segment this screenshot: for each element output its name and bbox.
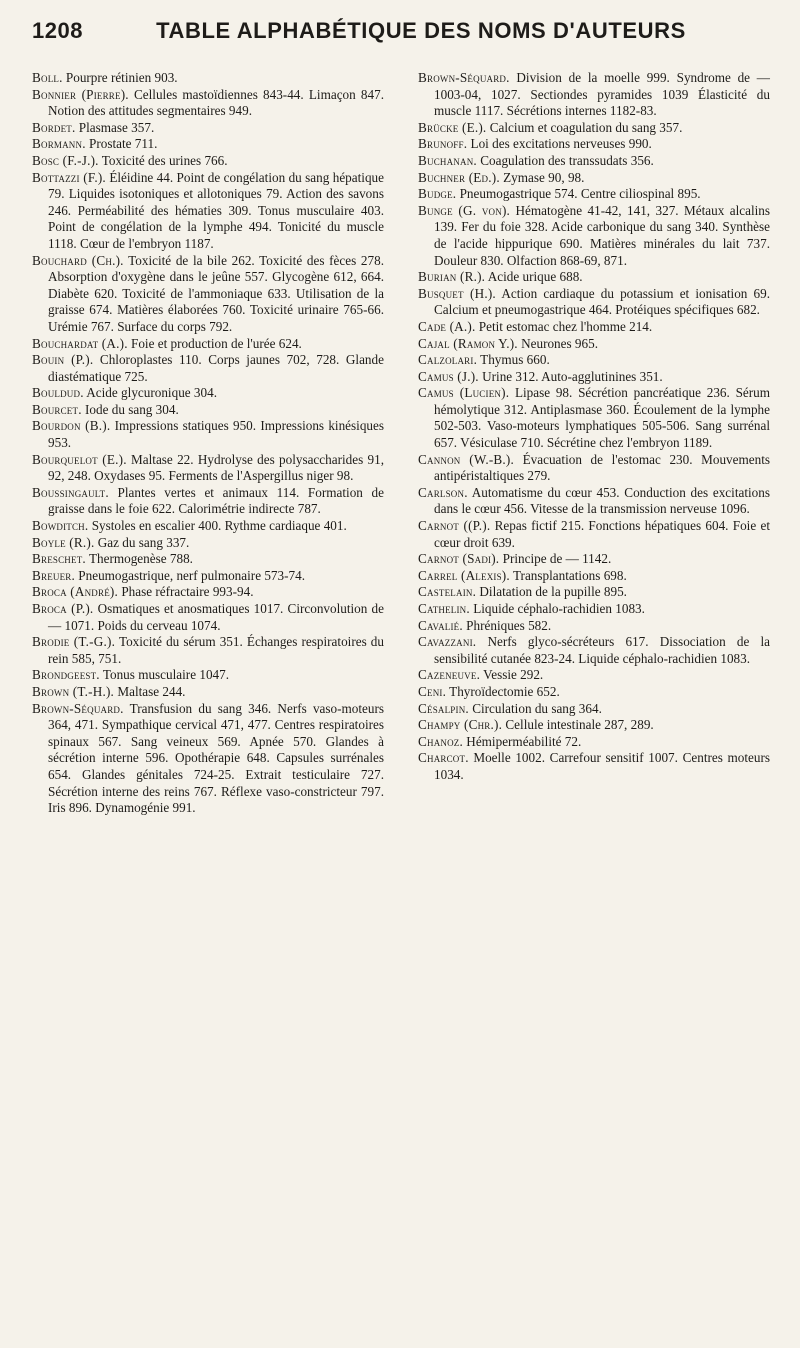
index-entry [32,667,384,684]
author-name: Carnot (Sadi). [418,551,500,567]
entry-references: Foie et production de l'urée 624. [127,335,302,351]
index-entry [418,717,770,734]
index-entry [32,551,384,568]
entry-references: Phréniques 582. [462,617,552,633]
index-entry [32,452,384,485]
entry-references: Coagulation des transsudats 356. [476,152,654,168]
author-name: Bourcet. [32,401,82,417]
left-column [32,70,384,817]
author-name: Bordet. [32,119,76,135]
index-entry [32,701,384,817]
entry-references: Automatisme du cœur 453. Conduction des excitations dans le cœur 456. Vitesse de la transmission nerveuse 1096. [434,484,770,517]
index-entry [418,601,770,618]
author-name: Buchanan. [418,152,477,168]
index-entry [418,186,770,203]
entry-references: Plantes vertes et animaux 114. Formation de graisse dans le foie 622. Calorimétrie indirecte 787. [48,484,384,517]
author-name: Camus (Lucien). [418,385,510,401]
entry-references: Dilatation de la pupille 895. [476,584,627,600]
index-entry [418,369,770,386]
entry-references: Prostate 711. [85,136,158,152]
author-name: Cannon (W.-B.). [418,451,514,467]
entry-references: Cellules mastoïdiennes 843-44. Limaçon 847. Notion des attitudes segmentaires 949. [48,86,384,119]
index-entry [32,87,384,120]
page-number: 1208 [32,18,83,43]
entry-references: Lipase 98. Sécrétion pancréatique 236. Sérum hémolytique 312. Antiplasmase 360. Écoulement de la lymphe 502-503. Vaso-moteurs lymphatiques 505-506. Sang surrénal 657. Vésiculase 710. Sécrétine chez l'embryon 1189. [434,385,770,451]
entry-references: Maltase 244. [114,683,186,699]
author-name: Bourdon (B.). [32,418,111,434]
index-entry [418,336,770,353]
entry-references: Acide urique 688. [485,269,583,285]
index-entry [32,684,384,701]
entry-references: Urine 312. Auto-agglutinines 351. [478,368,663,384]
entry-references: Toxicité du sérum 351. Échanges respiratoires du rein 585, 751. [48,634,384,666]
author-name: Ceni. [418,683,447,699]
entry-references: Nerfs glyco-sécréteurs 617. Dissociation de la sensibilité cutanée 823-24. Liquide céphalo-rachidien 1083. [434,634,770,666]
entry-references: Toxicité des urines 766. [98,152,228,168]
entry-references: Pneumogastrique 574. Centre ciliospinal 895. [456,186,701,202]
author-name: Calzolari. [418,352,478,368]
index-entry [418,153,770,170]
author-name: Busquet (H.). [418,285,496,301]
index-entry [418,750,770,783]
author-name: Boussingault. [32,484,109,500]
author-name: Brown-Séquard. [32,700,124,716]
index-entry [418,618,770,635]
author-name: Bouchard (Ch.). [32,252,124,268]
index-entry [32,601,384,634]
index-entry [418,203,770,269]
author-name: Bunge (G. von). [418,202,511,218]
entry-references: Systoles en escalier 400. Rythme cardiaque 401. [88,518,347,534]
index-entry [32,170,384,253]
author-name: Camus (J.). [418,368,479,384]
author-name: Champy (Chr.). [418,717,503,733]
entry-references: Division de la moelle 999. Syndrome de — 1003-04, 1027. Sectiondes pyramides 1039 Élasticité du muscle 1117. Sécrétions internes 1182-83. [434,70,770,119]
index-entry [418,684,770,701]
author-name: Bouchardat (A.). [32,335,128,351]
author-name: Cavazzani. [418,634,477,650]
entry-references: Cellule intestinale 287, 289. [502,717,654,733]
index-entry [32,518,384,535]
index-entry [418,568,770,585]
entry-references: Chloroplastes 110. Corps jaunes 702, 728. Glande diastématique 725. [48,352,384,384]
author-name: Cavalié. [418,617,463,633]
index-entry [32,568,384,585]
entry-references: Zymase 90, 98. [499,169,585,185]
entry-references: Toxicité de la bile 262. Toxicité des fèces 278. Absorption d'oxygène dans le jeûne 557. Glycogène 612, 664. Diabète 620. Toxicité de l'ammoniaque 633. Utilisation de la graisse 674. Matières élaborées 760. Toxicité urinaire 765-66. Urémie 767. Surface du corps 792. [48,252,384,334]
entry-references: Petit estomac chez l'homme 214. [475,318,653,334]
index-entry [32,584,384,601]
author-name: Brown-Séquard. [418,70,510,85]
index-entry [418,352,770,369]
index-entry [418,584,770,601]
index-entry [32,634,384,667]
entry-references: Thymus 660. [477,352,550,368]
index-entry [32,535,384,552]
index-entry [418,120,770,137]
entry-references: Éléidine 44. Point de congélation du sang hépatique 79. Liquides isotoniques et allotoniques 79. Action des savons 246. Perméabilité des hématies 309. Tonus musculaire 403. Point de congélation de la lymphe 494. Tonicité du muscle 1118. Cœur de l'embryon 1187. [48,169,384,251]
index-entry [32,70,384,87]
author-name: Carnot ((P.). [418,518,491,534]
index-entry [32,485,384,518]
index-entry [32,418,384,451]
index-entry [32,136,384,153]
author-name: Bouldud. [32,385,84,401]
author-name: Budge. [418,186,457,202]
entry-references: Hématogène 41-42, 141, 327. Métaux alcalins 139. Fer du foie 328. Acide carbonique du sang 340. Synthèse de l'acide hippurique 690. Matières minérales du lait 737. Douleur 830. Olfaction 868-69, 871. [434,202,770,268]
index-entry [418,634,770,667]
entry-references: Calcium et coagulation du sang 357. [486,119,683,135]
author-name: Carlson. [418,484,468,500]
author-name: Brondgeest. [32,667,100,683]
entry-references: Évacuation de l'estomac 230. Mouvements antipéristaltiques 279. [434,451,770,484]
entry-references: Principe de — 1142. [499,551,612,567]
index-entry [418,319,770,336]
index-entry [418,701,770,718]
index-entry [32,402,384,419]
entry-references: Tonus musculaire 1047. [99,667,230,683]
entry-references: Repas fictif 215. Fonctions hépatiques 604. Foie et cœur droit 639. [434,518,770,550]
author-name: Breschet. [32,551,86,567]
author-name: Cade (A.). [418,318,476,334]
index-entry [32,120,384,137]
author-name: Bottazzi (F.). [32,169,106,185]
author-name: Bouin (P.). [32,352,94,368]
index-entry [418,452,770,485]
author-name: Buchner (Ed.). [418,169,500,185]
index-entry [32,352,384,385]
author-name: Cathelin. [418,601,470,616]
author-name: Brown (T.-H.). [32,683,115,699]
page-header [32,18,770,50]
author-name: Brodie (T.-G.). [32,634,116,650]
entry-references: Pneumogastrique, nerf pulmonaire 573-74. [75,567,305,583]
index-entry [418,551,770,568]
entry-references: Hémiperméabilité 72. [463,733,582,749]
author-name: Charcot. [418,750,469,766]
entry-references: Action cardiaque du potassium et ionisation 69. Calcium et pneumogastrique 464. Protéiques spécifiques 682. [434,285,770,318]
author-name: Broca (P.). [32,601,94,616]
author-name: Breuer. [32,567,75,583]
author-name: Broca (André). [32,584,119,600]
entry-references: Neurones 965. [517,335,599,351]
index-entry [418,170,770,187]
index-entry [418,286,770,319]
author-name: Castelain. [418,584,477,600]
index-entry [32,253,384,336]
running-title: TABLE ALPHABÉTIQUE DES NOMS D'AUTEURS [156,18,686,43]
author-name: Boyle (R.). [32,534,95,550]
index-entry [418,518,770,551]
author-name: Césalpin. [418,700,469,716]
index-entry [418,385,770,451]
entry-references: Thermogenèse 788. [85,551,193,567]
entry-references: Loi des excitations nerveuses 990. [467,136,652,152]
index-entry [32,336,384,353]
index-columns [32,70,770,817]
entry-references: Acide glycuronique 304. [83,385,218,401]
index-entry [418,70,770,120]
entry-references: Thyroïdectomie 652. [446,683,560,699]
author-name: Chanoz. [418,733,463,749]
entry-references: Plasmase 357. [75,119,155,135]
entry-references: Transfusion du sang 346. Nerfs vaso-moteurs 364, 471. Sympathique cervical 471, 477. Centres respiratoires spinaux 567. Sang veineux 569. Apnée 570. Glandes à sécrétion interne 596. Opothérapie 648. Capsules surrénales 654. Glandes génitales 724-25. Extrait testiculaire 727. Sécrétion interne des reins 767. Réflexe vaso-constricteur 797. Iris 896. Dynamogénie 991. [48,700,384,816]
author-name: Burian (R.). [418,269,486,285]
entry-references: Phase réfractaire 993-94. [118,584,254,600]
entry-references: Gaz du sang 337. [94,534,190,550]
author-name: Bourquelot (E.). [32,451,127,467]
index-entry [418,734,770,751]
author-name: Bonnier (Pierre). [32,86,129,102]
entry-references: Moelle 1002. Carrefour sensitif 1007. Centres moteurs 1034. [434,750,770,782]
entry-references: Maltase 22. Hydrolyse des polysaccharides 91, 92, 248. Oxydases 95. Ferments de l'Aspergillus niger 98. [48,451,385,484]
author-name: Cajal (Ramon Y.). [418,335,518,351]
index-entry [418,485,770,518]
author-name: Cazeneuve. [418,667,481,683]
author-name: Boll. [32,70,63,85]
index-entry [32,385,384,402]
index-entry [418,269,770,286]
author-name: Carrel (Alexis). [418,567,510,583]
index-entry [418,136,770,153]
entry-references: Pourpre rétinien 903. [62,70,178,85]
index-entry [32,153,384,170]
entry-references: Circulation du sang 364. [468,700,602,716]
author-name: Bosc (F.-J.). [32,152,99,168]
index-entry [418,667,770,684]
right-column [418,70,770,817]
entry-references: Vessie 292. [480,667,544,683]
entry-references: Osmatiques et anosmatiques 1017. Circonvolution de — 1071. Poids du cerveau 1074. [48,601,384,633]
author-name: Brunoff. [418,136,468,152]
entry-references: Liquide céphalo-rachidien 1083. [469,601,645,616]
entry-references: Impressions statiques 950. Impressions kinésiques 953. [48,418,384,451]
entry-references: Transplantations 698. [509,567,627,583]
entry-references: Iode du sang 304. [81,401,179,417]
author-name: Brücke (E.). [418,119,487,135]
author-name: Bormann. [32,136,86,152]
author-name: Bowditch. [32,518,89,534]
